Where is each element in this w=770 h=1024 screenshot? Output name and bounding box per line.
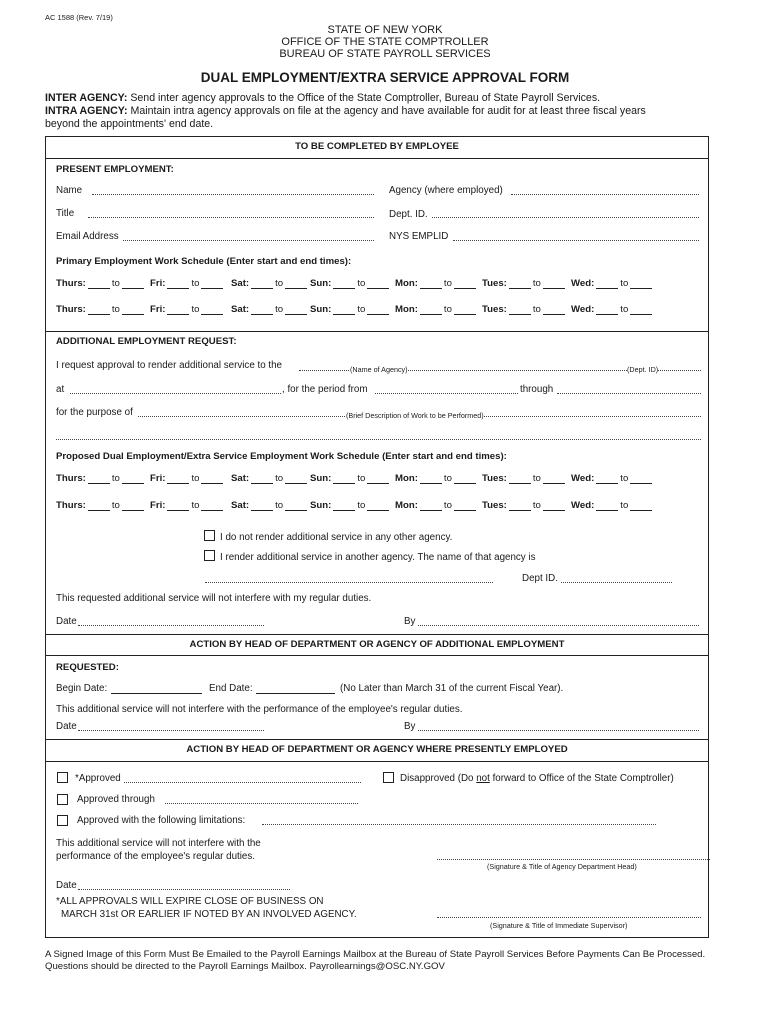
schedule-to-label: to <box>443 473 452 484</box>
schedule-end-field[interactable] <box>543 305 565 315</box>
emplid-field[interactable] <box>453 240 699 241</box>
schedule-to-label: to <box>443 278 452 289</box>
approved-through-field[interactable] <box>165 803 358 804</box>
schedule-to-label: to <box>191 304 200 315</box>
schedule-sat[interactable] <box>231 278 309 289</box>
through-label: through <box>520 384 554 395</box>
name-label: Name <box>56 185 83 196</box>
schedule-sat[interactable] <box>231 304 309 315</box>
schedule-end-field[interactable] <box>454 279 476 289</box>
schedule-sun[interactable] <box>310 304 391 315</box>
divider <box>45 331 709 332</box>
form-number: AC 1588 (Rev. 7/19) <box>45 13 113 22</box>
name-of-agency-caption: (Name of Agency) <box>350 365 408 374</box>
schedule-end-field[interactable] <box>543 279 565 289</box>
present-date-label: Date <box>56 880 77 891</box>
schedule-thurs[interactable] <box>56 500 146 511</box>
name-field[interactable] <box>92 194 374 195</box>
additional-by-label: By <box>404 721 416 732</box>
schedule-start-field[interactable] <box>596 305 618 315</box>
schedule-end-field[interactable] <box>122 474 144 484</box>
schedule-day-label: Tues: <box>482 278 507 289</box>
schedule-day-label: Sat: <box>231 500 250 511</box>
schedule-day-label: Thurs: <box>56 500 86 511</box>
schedule-day-label: Tues: <box>482 304 507 315</box>
begin-date-label: Begin Date: <box>56 683 108 694</box>
schedule-start-field[interactable] <box>88 474 110 484</box>
proposed-schedule-heading: Proposed Dual Employment/Extra Service Employment Work Schedule (Enter start and end times): <box>56 451 507 462</box>
schedule-day-label: Mon: <box>395 278 418 289</box>
schedule-end-field[interactable] <box>201 474 223 484</box>
agency-label: Agency (where employed) <box>389 185 503 196</box>
schedule-wed[interactable] <box>571 304 654 315</box>
schedule-tues[interactable] <box>482 473 567 484</box>
schedule-day-label: Mon: <box>395 473 418 484</box>
at-label: at <box>56 384 65 395</box>
email-label: Email Address <box>56 231 119 242</box>
schedule-to-label: to <box>275 500 284 511</box>
schedule-start-field[interactable] <box>167 501 189 511</box>
limitations-field[interactable] <box>262 824 656 825</box>
schedule-to-label: to <box>275 473 284 484</box>
schedule-thurs[interactable] <box>56 304 146 315</box>
period-from-label: , for the period from <box>282 384 368 395</box>
schedule-start-field[interactable] <box>420 279 442 289</box>
schedule-mon[interactable] <box>395 278 478 289</box>
period-from-field[interactable] <box>375 393 518 394</box>
schedule-to-label: to <box>443 304 452 315</box>
dept-id-field[interactable] <box>432 217 699 218</box>
schedule-day-label: Fri: <box>150 304 166 315</box>
employee-signature-field[interactable] <box>418 625 699 626</box>
schedule-start-field[interactable] <box>251 501 273 511</box>
schedule-day-label: Sun: <box>310 278 332 289</box>
approved-label: *Approved <box>75 773 121 784</box>
schedule-start-field[interactable] <box>333 474 355 484</box>
schedule-to-label: to <box>357 304 366 315</box>
schedule-to-label: to <box>357 500 366 511</box>
schedule-sun[interactable] <box>310 500 391 511</box>
schedule-to-label: to <box>532 473 541 484</box>
other-agency-name-field[interactable] <box>205 582 493 583</box>
schedule-mon[interactable] <box>395 500 478 511</box>
schedule-start-field[interactable] <box>167 279 189 289</box>
schedule-start-field[interactable] <box>596 501 618 511</box>
schedule-end-field[interactable] <box>122 501 144 511</box>
schedule-end-field[interactable] <box>201 279 223 289</box>
schedule-to-label: to <box>532 304 541 315</box>
schedule-day-label: Fri: <box>150 500 166 511</box>
schedule-end-field[interactable] <box>454 305 476 315</box>
schedule-day-label: Fri: <box>150 473 166 484</box>
schedule-wed[interactable] <box>571 500 654 511</box>
schedule-fri[interactable] <box>150 304 225 315</box>
schedule-sat[interactable] <box>231 500 309 511</box>
location-field[interactable] <box>70 393 281 394</box>
schedule-start-field[interactable] <box>88 279 110 289</box>
schedule-end-field[interactable] <box>454 501 476 511</box>
schedule-end-field[interactable] <box>630 305 652 315</box>
schedule-day-label: Wed: <box>571 473 595 484</box>
schedule-to-label: to <box>357 473 366 484</box>
schedule-thurs[interactable] <box>56 278 146 289</box>
employee-date-label: Date <box>56 616 77 627</box>
dept-head-signature-field[interactable] <box>437 859 710 860</box>
schedule-end-field[interactable] <box>630 279 652 289</box>
schedule-end-field[interactable] <box>285 474 307 484</box>
supervisor-signature-field[interactable] <box>437 917 701 918</box>
schedule-start-field[interactable] <box>167 305 189 315</box>
no-other-agency-checkbox[interactable] <box>204 530 215 541</box>
schedule-end-field[interactable] <box>285 305 307 315</box>
schedule-day-label: Wed: <box>571 500 595 511</box>
end-date-label: End Date: <box>209 683 253 694</box>
schedule-wed[interactable] <box>571 473 654 484</box>
header-office: OFFICE OF THE STATE COMPTROLLER <box>281 36 489 48</box>
schedule-end-field[interactable] <box>201 305 223 315</box>
schedule-start-field[interactable] <box>509 305 531 315</box>
schedule-day-label: Sat: <box>231 304 250 315</box>
schedule-day-label: Sun: <box>310 304 332 315</box>
other-dept-id-label: Dept ID. <box>522 573 558 584</box>
schedule-to-label: to <box>532 500 541 511</box>
schedule-fri[interactable] <box>150 278 225 289</box>
disapproved-checkbox[interactable] <box>383 772 394 783</box>
schedule-day-label: Thurs: <box>56 304 86 315</box>
header-bureau: BUREAU OF STATE PAYROLL SERVICES <box>279 48 491 60</box>
schedule-day-label: Wed: <box>571 278 595 289</box>
footer-line-1: A Signed Image of this Form Must Be Emailed to the Payroll Earnings Mailbox at the Bureau of State Payroll Services Before Payments Can Be Processed. <box>45 949 706 960</box>
agency-field[interactable] <box>511 194 699 195</box>
schedule-start-field[interactable] <box>596 474 618 484</box>
other-agency-label: I render additional service in another agency. The name of that agency is <box>220 552 536 563</box>
additional-head-heading: ACTION BY HEAD OF DEPARTMENT OR AGENCY OF ADDITIONAL EMPLOYMENT <box>45 634 709 656</box>
present-not-interfere-2: performance of the employee's regular duties. <box>56 851 256 862</box>
dept-id-label: Dept. ID. <box>389 209 428 220</box>
schedule-to-label: to <box>111 473 120 484</box>
schedule-end-field[interactable] <box>122 279 144 289</box>
requested-heading: REQUESTED: <box>56 662 119 673</box>
present-not-interfere-1: This additional service will not interfere with the <box>56 838 261 849</box>
title-field[interactable] <box>88 217 374 218</box>
schedule-start-field[interactable] <box>333 305 355 315</box>
begin-date-field[interactable] <box>111 693 202 694</box>
schedule-start-field[interactable] <box>420 501 442 511</box>
employee-date-field[interactable] <box>78 625 264 626</box>
approved-checkbox[interactable] <box>57 772 68 783</box>
schedule-tues[interactable] <box>482 304 567 315</box>
expire-note-2: MARCH 31st OR EARLIER IF NOTED BY AN INVOLVED AGENCY. <box>61 909 357 920</box>
schedule-tues[interactable] <box>482 500 567 511</box>
form-title: DUAL EMPLOYMENT/EXTRA SERVICE APPROVAL FORM <box>200 70 570 85</box>
schedule-to-label: to <box>111 500 120 511</box>
footer-line-2: Questions should be directed to the Payroll Earnings Mailbox. Payrollearnings@OSC.NY.GOV <box>45 961 445 972</box>
additional-date-field[interactable] <box>78 730 264 731</box>
schedule-day-label: Sun: <box>310 500 332 511</box>
schedule-start-field[interactable] <box>509 501 531 511</box>
schedule-to-label: to <box>620 473 629 484</box>
schedule-mon[interactable] <box>395 304 478 315</box>
schedule-to-label: to <box>443 500 452 511</box>
intra-agency-instruction: INTRA AGENCY: Maintain intra agency approvals on file at the agency and have available for audit for at least three fiscal years <box>45 105 646 117</box>
schedule-start-field[interactable] <box>333 501 355 511</box>
schedule-start-field[interactable] <box>509 474 531 484</box>
schedule-start-field[interactable] <box>420 474 442 484</box>
schedule-day-label: Fri: <box>150 278 166 289</box>
dept-id-caption: (Dept. ID) <box>627 365 659 374</box>
schedule-sun[interactable] <box>310 278 391 289</box>
schedule-day-label: Thurs: <box>56 473 86 484</box>
schedule-day-label: Mon: <box>395 304 418 315</box>
present-head-heading: ACTION BY HEAD OF DEPARTMENT OR AGENCY WHERE PRESENTLY EMPLOYED <box>45 739 709 762</box>
no-later-note: (No Later than March 31 of the current Fiscal Year). <box>340 683 564 694</box>
schedule-day-label: Tues: <box>482 473 507 484</box>
not-interfere-statement: This requested additional service will not interfere with my regular duties. <box>56 593 372 604</box>
schedule-to-label: to <box>111 304 120 315</box>
schedule-end-field[interactable] <box>122 305 144 315</box>
purpose-label: for the purpose of <box>56 407 133 418</box>
approved-limitations-label: Approved with the following limitations: <box>77 815 246 826</box>
schedule-day-label: Sun: <box>310 473 332 484</box>
schedule-start-field[interactable] <box>596 279 618 289</box>
inter-agency-instruction: INTER AGENCY: Send inter agency approvals to the Office of the State Comptroller, Bureau of State Payroll Services. <box>45 92 601 104</box>
approved-field[interactable] <box>124 782 361 783</box>
schedule-end-field[interactable] <box>543 501 565 511</box>
schedule-wed[interactable] <box>571 278 654 289</box>
schedule-to-label: to <box>275 278 284 289</box>
schedule-fri[interactable] <box>150 473 225 484</box>
email-field[interactable] <box>123 240 374 241</box>
schedule-tues[interactable] <box>482 278 567 289</box>
schedule-mon[interactable] <box>395 473 478 484</box>
schedule-end-field[interactable] <box>630 501 652 511</box>
schedule-end-field[interactable] <box>630 474 652 484</box>
employee-section-heading: TO BE COMPLETED BY EMPLOYEE <box>45 136 709 159</box>
brief-description-caption: (Brief Description of Work to be Performed) <box>346 411 484 420</box>
schedule-start-field[interactable] <box>167 474 189 484</box>
dept-head-signature-caption: (Signature & Title of Agency Department Head) <box>487 862 637 871</box>
schedule-day-label: Sat: <box>231 473 250 484</box>
schedule-end-field[interactable] <box>285 501 307 511</box>
schedule-sun[interactable] <box>310 473 391 484</box>
schedule-end-field[interactable] <box>367 305 389 315</box>
schedule-start-field[interactable] <box>88 305 110 315</box>
additional-not-interfere: This additional service will not interfere with the performance of the employee's regular duties. <box>56 704 463 715</box>
additional-signature-field[interactable] <box>418 730 699 731</box>
schedule-day-label: Wed: <box>571 304 595 315</box>
emplid-label: NYS EMPLID <box>389 231 449 242</box>
schedule-start-field[interactable] <box>251 305 273 315</box>
schedule-start-field[interactable] <box>333 279 355 289</box>
schedule-to-label: to <box>357 278 366 289</box>
schedule-start-field[interactable] <box>88 501 110 511</box>
schedule-end-field[interactable] <box>543 474 565 484</box>
schedule-end-field[interactable] <box>367 279 389 289</box>
supervisor-signature-caption: (Signature & Title of Immediate Supervisor) <box>490 921 628 930</box>
approved-through-checkbox[interactable] <box>57 794 68 805</box>
schedule-to-label: to <box>191 473 200 484</box>
schedule-end-field[interactable] <box>201 501 223 511</box>
schedule-to-label: to <box>620 304 629 315</box>
schedule-to-label: to <box>620 500 629 511</box>
present-date-field[interactable] <box>78 889 290 890</box>
schedule-end-field[interactable] <box>454 474 476 484</box>
schedule-start-field[interactable] <box>251 474 273 484</box>
end-date-field[interactable] <box>256 693 335 694</box>
schedule-end-field[interactable] <box>285 279 307 289</box>
approved-limitations-checkbox[interactable] <box>57 815 68 826</box>
schedule-start-field[interactable] <box>251 279 273 289</box>
schedule-to-label: to <box>191 278 200 289</box>
schedule-start-field[interactable] <box>420 305 442 315</box>
title-label: Title <box>56 208 75 219</box>
schedule-start-field[interactable] <box>509 279 531 289</box>
schedule-to-label: to <box>532 278 541 289</box>
schedule-sat[interactable] <box>231 473 309 484</box>
schedule-end-field[interactable] <box>367 474 389 484</box>
additional-employment-heading: ADDITIONAL EMPLOYMENT REQUEST: <box>56 336 237 347</box>
expire-note-1: *ALL APPROVALS WILL EXPIRE CLOSE OF BUSINESS ON <box>56 896 324 907</box>
period-through-field[interactable] <box>557 393 701 394</box>
schedule-day-label: Thurs: <box>56 278 86 289</box>
other-agency-checkbox[interactable] <box>204 550 215 561</box>
schedule-thurs[interactable] <box>56 473 146 484</box>
additional-date-label: Date <box>56 721 77 732</box>
schedule-day-label: Mon: <box>395 500 418 511</box>
schedule-day-label: Tues: <box>482 500 507 511</box>
schedule-to-label: to <box>620 278 629 289</box>
primary-schedule-heading: Primary Employment Work Schedule (Enter start and end times): <box>56 256 352 267</box>
approved-through-label: Approved through <box>77 794 155 805</box>
schedule-end-field[interactable] <box>367 501 389 511</box>
intra-agency-instruction-cont: beyond the appointments' end date. <box>45 118 214 130</box>
schedule-day-label: Sat: <box>231 278 250 289</box>
employee-by-label: By <box>404 616 416 627</box>
schedule-to-label: to <box>111 278 120 289</box>
disapproved-label: Disapproved (Do not forward to Office of the State Comptroller) <box>400 773 674 784</box>
purpose-field-line-2[interactable] <box>56 439 701 440</box>
no-other-agency-label: I do not render additional service in any other agency. <box>220 532 453 543</box>
present-employment-heading: PRESENT EMPLOYMENT: <box>56 164 174 175</box>
schedule-fri[interactable] <box>150 500 225 511</box>
other-dept-id-field[interactable] <box>561 582 672 583</box>
schedule-to-label: to <box>275 304 284 315</box>
schedule-to-label: to <box>191 500 200 511</box>
header-state: STATE OF NEW YORK <box>327 24 443 36</box>
request-text: I request approval to render additional service to the <box>56 360 283 371</box>
